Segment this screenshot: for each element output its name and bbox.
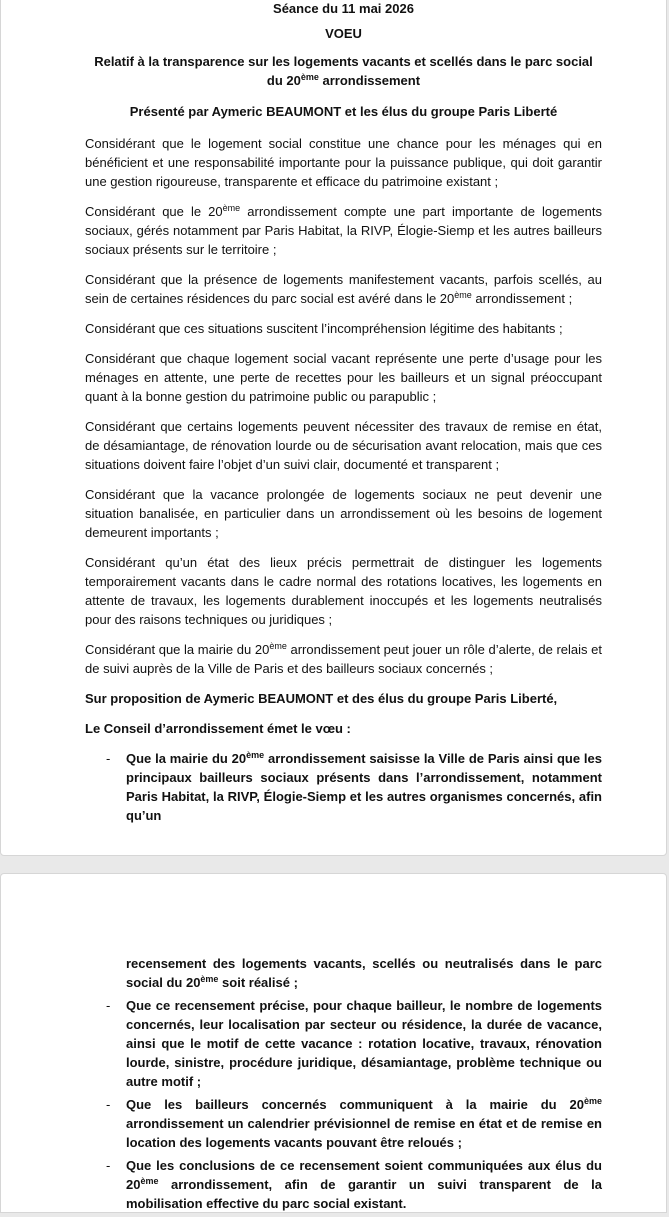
considerant-3: Considérant que la présence de logements manifestement vacants, parfois scellés, au sein de certaines résidences du parc social est avéré dans le 20ème arrondissement ; [85, 272, 602, 306]
list-dash: - [106, 1158, 111, 1173]
document-subject: Relatif à la transparence sur les logements vacants et scellés dans le parc social du 20ème arrondissement [94, 54, 593, 88]
voeu-item-3: - Que les bailleurs concernés communiquent à la mairie du 20ème arrondissement un calendrier prévisionnel de remise en état et de remise en location des logements vacants pouvant être reloués ; [106, 1096, 602, 1150]
list-dash: - [106, 1097, 111, 1112]
conseil-line: Le Conseil d’arrondissement émet le vœu : [85, 721, 351, 736]
voeu-item-1: - Que la mairie du 20ème arrondissement saisisse la Ville de Paris ainsi que les principaux bailleurs sociaux présents dans l’arrondissement, notamment Paris Habitat, la RIVP, Élogie-Siemp et les autres organismes concernés, afin qu’un [106, 750, 602, 823]
page-2-content [85, 954, 602, 1217]
list-dash: - [106, 751, 111, 766]
page-1-content [85, 0, 602, 829]
list-dash: - [106, 998, 111, 1013]
voeu-item-1-continued: recensement des logements vacants, scellés ou neutralisés dans le parc social du 20ème soit réalisé ; [126, 956, 602, 990]
considerant-2: Considérant que le 20ème arrondissement compte une part importante de logements sociaux, gérés notamment par Paris Habitat, la RIVP, Élogie-Siemp et les autres bailleurs sociaux présents sur le territoire ; [85, 203, 603, 257]
presented-by: Présenté par Aymeric BEAUMONT et les élus du groupe Paris Liberté [129, 104, 558, 119]
voeu-item-4: - Que les conclusions de ce recensement soient communiquées aux élus du 20ème arrondissement, afin de garantir un suivi transparent de la mobilisation effective du parc social existant. [106, 1158, 602, 1211]
considerant-1: Considérant que le logement social constitue une chance pour les ménages qui en bénéficient et une responsabilité importante pour la puissance publique, qui doit garantir une gestion rigoureuse, transparente et efficace du patrimoine existant ; [85, 136, 602, 189]
document-type: VOEU [325, 26, 362, 41]
voeu-item-2: - Que ce recensement précise, pour chaque bailleur, le nombre de logements concernés, leur localisation par secteur ou résidence, la durée de vacance, ainsi que le motif de cette vacance : rotation locative, travaux, rénovation lourde, sinistre, procédure juridique, désamiantage, problème technique ou autre motif ; [106, 998, 602, 1089]
document-page-2 [0, 873, 667, 1213]
considerant-9: Considérant que la mairie du 20ème arrondissement peut jouer un rôle d’alerte, de relais et de suivi auprès de la Ville de Paris et des bailleurs sociaux concernés ; [85, 641, 602, 676]
proposition-line: Sur proposition de Aymeric BEAUMONT et des élus du groupe Paris Liberté, [85, 691, 558, 706]
session-date: Séance du 11 mai 2026 [273, 1, 414, 16]
voeux-list-page-2 [85, 996, 602, 1213]
considerant-8: Considérant qu’un état des lieux précis permettrait de distinguer les logements temporairement vacants dans le cadre normal des rotations locatives, les logements en attente de travaux, les logements durablement inoccupés et les logements neutralisés pour des raisons techniques ou juridiques ; [85, 555, 602, 627]
voeux-list-page-1 [85, 749, 602, 825]
considerant-4: Considérant que ces situations suscitent l’incompréhension légitime des habitants ; [85, 321, 563, 336]
considerant-6: Considérant que certains logements peuvent nécessiter des travaux de remise en état, de désamiantage, de rénovation lourde ou de sécurisation avant relocation, mais que ces situations doivent faire l’objet d’un suivi clair, documenté et transparent ; [85, 419, 602, 472]
considerant-5: Considérant que chaque logement social vacant représente une perte d’usage pour les ménages en attente, une perte de recettes pour les bailleurs et un signal préoccupant quant à la bonne gestion du patrimoine public ou parapublic ; [85, 351, 602, 404]
considerant-7: Considérant que la vacance prolongée de logements sociaux ne peut devenir une situation banalisée, en particulier dans un arrondissement où les besoins de logement demeurent importants ; [85, 487, 602, 540]
